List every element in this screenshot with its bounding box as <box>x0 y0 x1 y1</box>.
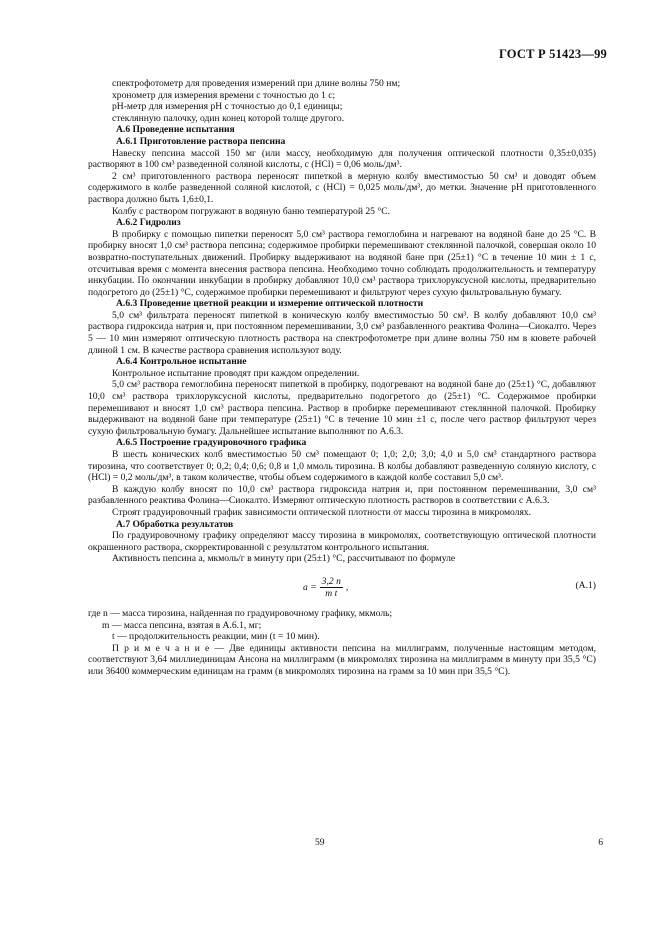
formula-number: (А.1) <box>575 579 596 591</box>
formula <box>303 576 348 599</box>
formula-numerator: 3,2 n <box>321 575 341 587</box>
section-heading-a64: А.6.4 Контрольное испытание <box>116 356 247 368</box>
section-heading-a7: А.7 Обработка результатов <box>116 518 234 530</box>
paragraph: В пробирку с помощью пипетки переносят 5,0 см³ раствора гемоглобина и нагревают на водяной бане до 25 °С. В пробирку вносят 1,0 см³ раствора пепсина; содержимое пробирки перемешивают стеклянной палочкой, совершая около 10 возвратно-поступательных движений. Пробирку выдерживают на водяной бане при (25±1) °С в течение 10 мин ± 1 с, отсчитывая время с момента внесения раствора пепсина. Необходимо точно соблюдать продолжительность и температуру инкубации. По окончании инкубации в пробирку добавляют 10,0 см³ раствора трихлоруксусной кислоты, предварительно подогретого до (25±1) °С, содержимое пробирки перемешивают и фильтруют через сухую фильтровальную бумагу. <box>88 228 596 298</box>
definition-n: где n — масса тирозина, найденная по градуировочному графику, мкмоль; <box>88 607 393 619</box>
formula-denominator: m t <box>325 587 338 599</box>
paragraph: 5,0 см³ раствора гемоглобина переносят пипеткой в пробирку, подогревают на водяной бане до (25±1) °С, добавляют 10,0 см³ раствора трихлоруксусной кислоты, предварительно подогретого до (25±1) °С. Содержимое пробирки перемешивают и вносят 1,0 см³ раствора пепсина. Раствор в пробирке перемешивают стеклянной палочкой. Пробирку выдерживают на водяной бане при температуре (25±1) °С в течение 10 мин ±1 с, после чего раствор фильтруют через сухую фильтровальную бумагу. Дальнейшее испытание выполняют по А.6.3. <box>88 379 596 437</box>
paragraph: В шесть конических колб вместимостью 50 см³ помещают 0; 1,0; 2,0; 3,0; 4,0 и 5,0 см³ стандартного раствора тирозина, что соответствует 0; 0,2; 0,4; 0,6; 0,8 и 1,0 ммоль тирозина. В колбы добавляют разведенную соляную кислоту, c (HCl) = 0,2 моль/дм³, в таком количестве, чтобы объем содержимого в каждой колбе составил 5,0 см³. <box>88 449 596 484</box>
formula-lhs: a = <box>303 581 317 593</box>
paragraph: Строят градуировочный график зависимости оптической плотности от массы тирозина в микромолях. <box>112 506 532 518</box>
document-body <box>88 78 596 678</box>
formula-fraction <box>320 576 343 599</box>
paragraph: В каждую колбу вносят по 10,0 см³ раствора гидроксида натрия и, при постоянном перемешивании, 3,0 см³ разбавленного реактива Фолина—Сиокалто. Измеряют оптическую плотность растворов в соответствии с А.6.3. <box>88 483 596 507</box>
section-heading-a65: А.6.5 Построение градуировочного графика <box>116 437 307 449</box>
paragraph: Колбу с раствором погружают в водяную баню температурой 25 °С. <box>112 205 390 217</box>
section-heading-a62: А.6.2 Гидролиз <box>116 217 181 229</box>
definition-m: m — масса пепсина, взятая в А.6.1, мг; <box>102 619 262 631</box>
section-heading-a6: А.6 Проведение испытания <box>116 124 235 136</box>
paragraph: 2 см³ приготовленного раствора переносят пипеткой в мерную колбу вместимостью 50 см³ и доводят объем содержимого в колбе разведенной соляной кислотой, c (HCl) = 0,025 моль/дм³, до метки. Значение рН приготовленного раствора должно быть 1,6±0,1. <box>88 170 596 205</box>
paragraph: Контрольное испытание проводят при каждом определении. <box>112 367 360 379</box>
list-item-chronometer: хронометр для измерения времени с точностью до 1 с; <box>112 89 336 101</box>
paragraph: 5,0 см³ фильтрата переносят пипеткой в коническую колбу вместимостью 50 см³. В колбу добавляют 10,0 см³ раствора гидроксида натрия и, при постоянном перемешивании, 3,0 см³ разбавленного реактива Фолина—Сиокалто. Через 5 — 10 мин измеряют оптическую плотность раствора на спектрофотометре при длине волны 750 нм в кювете рабочей длиной 1 см. В качестве раствора сравнения используют воду. <box>88 309 596 356</box>
definition-t: t — продолжительность реакции, мин (t = 10 мин). <box>112 631 320 643</box>
paragraph: Навеску пепсина массой 150 мг (или массу, необходимую для получения оптической плотности 0,35±0,035) растворяют в 100 см³ разведенной соляной кислоты, c (HCl) = 0,06 моль/дм³. <box>88 147 596 171</box>
formula-block <box>88 570 596 608</box>
document-header: ГОСТ Р 51423—99 <box>498 47 607 61</box>
sheet-number: 6 <box>598 837 603 848</box>
list-item-spectrophotometer: спектрофотометр для проведения измерений при длине волны 750 нм; <box>112 78 401 89</box>
paragraph: По градуировочному графику определяют массу тирозина в микромолях, соответствующую оптической плотности окрашенного раствора, скорректированной с результатом контрольного испытания. <box>88 530 596 553</box>
formula-suffix: , <box>345 581 349 593</box>
page-number: 59 <box>315 837 325 848</box>
section-heading-a61: А.6.1 Приготовление раствора пепсина <box>116 135 286 147</box>
list-item-glass-rod: стеклянную палочку, один конец которой толще другого. <box>112 112 345 124</box>
section-heading-a63: А.6.3 Проведение цветной реакции и измерение оптической плотности <box>116 298 424 310</box>
list-item-ph-meter: рН-метр для измерения рН с точностью до 0,1 единицы; <box>112 101 343 113</box>
paragraph: Активность пепсина a, мкмоль/г в минуту при (25±1) °С, рассчитывают по формуле <box>112 553 456 565</box>
note-paragraph: П р и м е ч а н и е — Две единицы активности пепсина на миллиграмм, полученные настоящим методом, соответствуют 3,64 миллиединицам Ансона на миллиграмм (в микромолях тирозина на миллиграмм в минуту при 35,5 °С) или 36400 коммерческим единицам на грамм (в микромолях тирозина на грамм за 10 мин при 35,5 °С). <box>88 642 596 677</box>
